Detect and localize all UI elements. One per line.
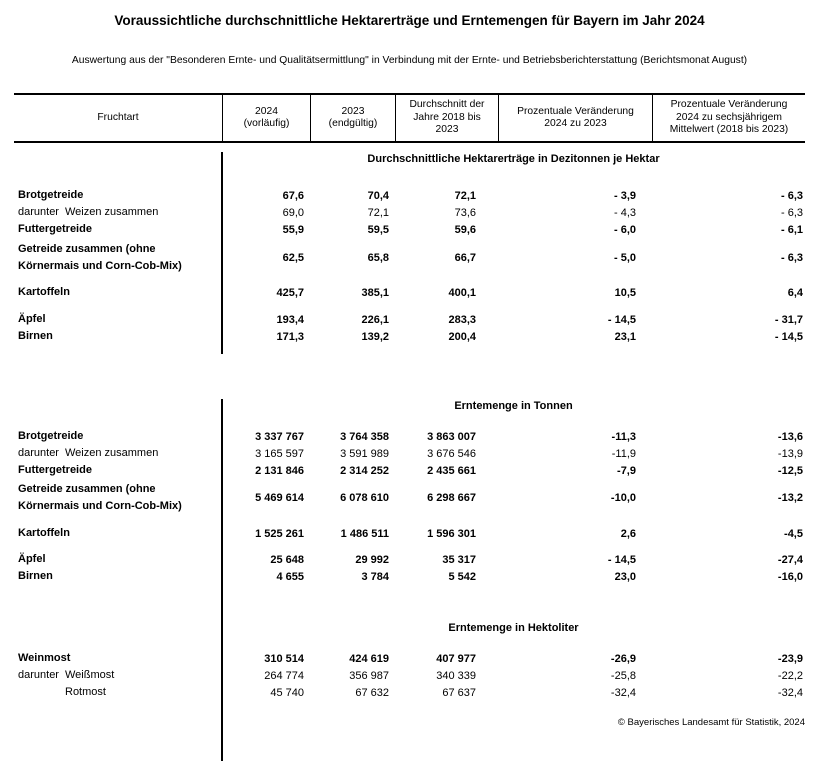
cell-2023: 67 632 xyxy=(355,686,389,699)
header-line: 2023 xyxy=(435,124,459,136)
cell-veraenderung-2023: 23,1 xyxy=(614,330,636,343)
cell-veraenderung-2023: -32,4 xyxy=(610,686,636,699)
cell-veraenderung-2023: 23,0 xyxy=(614,570,636,583)
cell-2023: 385,1 xyxy=(361,286,389,299)
header-line: 2024 zu 2023 xyxy=(544,118,607,129)
cell-2023: 72,1 xyxy=(367,206,389,219)
cell-2024: 45 740 xyxy=(270,686,304,699)
cell-2024: 3 165 597 xyxy=(255,447,304,460)
cell-2023: 3 591 989 xyxy=(340,447,389,460)
row-label xyxy=(14,204,222,221)
cell-2024: 264 774 xyxy=(264,669,304,682)
cell-2023: 356 987 xyxy=(349,669,389,682)
header-line: (vorläufig) xyxy=(243,118,290,129)
cell-2024: 4 655 xyxy=(276,570,304,583)
table-row-rotmost xyxy=(14,684,805,701)
row-label xyxy=(14,568,222,585)
row-label xyxy=(14,428,222,445)
table-row-brotgetreide xyxy=(14,187,805,204)
crop-name: Futtergetreide xyxy=(18,464,92,476)
row-label xyxy=(14,462,222,479)
cell-2024: 55,9 xyxy=(282,223,304,236)
cell-veraenderung-2023: -10,0 xyxy=(610,492,636,504)
row-label xyxy=(14,284,222,301)
crop-name: Kartoffeln xyxy=(18,286,70,298)
header-line: (endgültig) xyxy=(328,118,378,129)
cell-veraenderung-mittelwert: -12,5 xyxy=(777,464,803,477)
row-prefix: darunter xyxy=(18,447,59,459)
crop-name: Birnen xyxy=(18,570,53,582)
column-header-durchschnitt xyxy=(395,95,498,141)
cell-veraenderung-mittelwert: - 14,5 xyxy=(774,330,803,343)
column-header-2023 xyxy=(310,95,395,141)
cell-2023: 65,8 xyxy=(367,252,389,264)
section-hektarertraege xyxy=(14,152,805,354)
cell-durchschnitt: 1 596 301 xyxy=(427,527,476,540)
cell-2024: 2 131 846 xyxy=(255,464,304,477)
cell-2023: 424 619 xyxy=(349,652,389,665)
table-row-weinmost xyxy=(14,650,805,667)
header-line: Jahre 2018 bis xyxy=(413,111,481,123)
row-prefix: darunter xyxy=(18,206,59,218)
cell-durchschnitt: 67 637 xyxy=(442,686,476,699)
cell-veraenderung-mittelwert: - 6,3 xyxy=(780,189,803,202)
cell-durchschnitt: 2 435 661 xyxy=(427,464,476,477)
cell-durchschnitt: 5 542 xyxy=(448,570,476,583)
crop-name: Brotgetreide xyxy=(18,430,84,442)
cell-durchschnitt: 6 298 667 xyxy=(427,492,476,504)
row-label xyxy=(14,481,222,515)
cell-veraenderung-2023: -11,3 xyxy=(611,430,636,443)
header-line: Fruchtart xyxy=(97,111,139,123)
cell-veraenderung-2023: - 6,0 xyxy=(613,223,636,236)
crop-name: Weinmost xyxy=(18,652,71,664)
cell-2024: 171,3 xyxy=(276,330,304,343)
crop-name: Weizen zusammen xyxy=(65,447,159,459)
cell-durchschnitt: 283,3 xyxy=(448,313,476,326)
cell-2024: 3 337 767 xyxy=(255,430,304,443)
cell-veraenderung-mittelwert: -22,2 xyxy=(777,669,803,682)
cell-2024: 25 648 xyxy=(270,553,304,566)
row-label xyxy=(14,187,222,204)
cell-veraenderung-mittelwert: -13,6 xyxy=(777,430,803,443)
cell-durchschnitt: 35 317 xyxy=(442,553,476,566)
row-label xyxy=(14,241,222,275)
cell-veraenderung-2023: - 14,5 xyxy=(607,313,636,326)
cell-durchschnitt: 400,1 xyxy=(448,286,476,299)
cell-durchschnitt: 72,1 xyxy=(454,189,476,202)
header-line: Prozentuale Veränderung xyxy=(517,105,634,117)
cell-2024: 5 469 614 xyxy=(255,492,304,504)
cell-veraenderung-2023: - 5,0 xyxy=(613,252,636,264)
row-label xyxy=(14,650,222,667)
cell-veraenderung-mittelwert: - 31,7 xyxy=(774,313,803,326)
column-header-veraenderung-mittelwert xyxy=(652,95,805,141)
table-row-weizen xyxy=(14,445,805,462)
header-line: Prozentuale Veränderung xyxy=(670,99,788,111)
column-divider-line xyxy=(221,399,223,761)
cell-veraenderung-mittelwert: -13,9 xyxy=(777,447,803,460)
cell-veraenderung-mittelwert: - 6,1 xyxy=(780,223,803,236)
cell-2024: 310 514 xyxy=(264,652,304,665)
section-title: Erntemenge in Tonnen xyxy=(454,400,573,412)
cell-2024: 67,6 xyxy=(282,189,304,202)
table-row-weissmost xyxy=(14,667,805,684)
cell-veraenderung-mittelwert: -32,4 xyxy=(777,686,803,699)
cell-2023: 3 784 xyxy=(361,570,389,583)
crop-name: Getreide zusammen (ohne Körnermais und Corn-Cob-Mix) xyxy=(18,483,182,512)
cell-veraenderung-2023: - 3,9 xyxy=(613,189,636,202)
cell-2024: 1 525 261 xyxy=(255,527,304,540)
statistics-table xyxy=(14,93,805,761)
cell-2023: 59,5 xyxy=(367,223,389,236)
table-row-getreide-zusammen xyxy=(14,241,805,275)
cell-veraenderung-mittelwert: -16,0 xyxy=(777,570,803,583)
cell-veraenderung-mittelwert: -27,4 xyxy=(777,553,803,566)
crop-name: Weizen zusammen xyxy=(65,206,159,218)
cell-2023: 70,4 xyxy=(367,189,389,202)
cell-durchschnitt: 59,6 xyxy=(454,223,476,236)
cell-veraenderung-2023: - 14,5 xyxy=(607,553,636,566)
header-line: 2023 xyxy=(341,105,365,117)
column-header-veraenderung-2023 xyxy=(498,95,652,141)
crop-name: Brotgetreide xyxy=(18,189,84,201)
cell-durchschnitt: 200,4 xyxy=(448,330,476,343)
cell-veraenderung-mittelwert: -23,9 xyxy=(777,652,803,665)
cell-veraenderung-2023: -26,9 xyxy=(610,652,636,665)
cell-durchschnitt: 66,7 xyxy=(454,252,476,264)
row-label xyxy=(14,551,222,568)
column-header-fruchtart xyxy=(14,95,222,141)
copyright-note: © Bayerisches Landesamt für Statistik, 2024 xyxy=(617,717,805,728)
section-gap xyxy=(14,354,805,374)
crop-name: Kartoffeln xyxy=(18,527,70,539)
crop-name: Rotmost xyxy=(65,686,106,698)
row-label xyxy=(14,328,222,345)
row-label xyxy=(14,684,222,701)
crop-name: Äpfel xyxy=(18,553,46,565)
cell-veraenderung-2023: -11,9 xyxy=(611,447,636,460)
page-subtitle: Auswertung aus der "Besonderen Ernte- und Qualitätsermittlung" in Verbindung mit der Ernte- und Betriebsberichterstattung (Berichtsmonat August) xyxy=(71,55,748,66)
row-label xyxy=(14,445,222,462)
cell-veraenderung-2023: -25,8 xyxy=(610,669,636,682)
crop-name: Futtergetreide xyxy=(18,223,92,235)
table-row-futtergetreide xyxy=(14,221,805,238)
row-prefix: darunter xyxy=(18,669,59,681)
cell-2023: 2 314 252 xyxy=(340,464,389,477)
cell-2023: 6 078 610 xyxy=(340,492,389,504)
table-row-brotgetreide xyxy=(14,428,805,445)
cell-veraenderung-mittelwert: - 6,3 xyxy=(780,252,803,264)
row-label xyxy=(14,221,222,238)
cell-2024: 425,7 xyxy=(276,286,304,299)
cell-veraenderung-mittelwert: -4,5 xyxy=(784,527,803,540)
cell-durchschnitt: 340 339 xyxy=(436,669,476,682)
cell-2024: 193,4 xyxy=(276,313,304,326)
cell-durchschnitt: 407 977 xyxy=(436,652,476,665)
crop-name: Weißmost xyxy=(65,669,115,681)
table-row-aepfel xyxy=(14,311,805,328)
cell-veraenderung-mittelwert: - 6,3 xyxy=(780,206,803,219)
header-line: Durchschnitt der xyxy=(409,99,485,111)
cell-2023: 3 764 358 xyxy=(340,430,389,443)
cell-veraenderung-2023: 10,5 xyxy=(614,286,636,299)
cell-2023: 1 486 511 xyxy=(340,527,389,540)
cell-2023: 139,2 xyxy=(361,330,389,343)
cell-durchschnitt: 73,6 xyxy=(454,206,476,219)
header-line: 2024 xyxy=(255,105,278,117)
section-title: Durchschnittliche Hektarerträge in Dezitonnen je Hektar xyxy=(367,153,660,165)
table-row-kartoffeln xyxy=(14,525,805,542)
table-row-futtergetreide xyxy=(14,462,805,479)
table-row-aepfel xyxy=(14,551,805,568)
cell-veraenderung-mittelwert: -13,2 xyxy=(777,492,803,504)
cell-2023: 29 992 xyxy=(355,553,389,566)
cell-durchschnitt: 3 863 007 xyxy=(427,430,476,443)
header-line: 2024 zu sechsjährigem xyxy=(676,111,782,123)
crop-name: Getreide zusammen (ohne Körnermais und Corn-Cob-Mix) xyxy=(18,243,182,272)
table-row-getreide-zusammen xyxy=(14,481,805,515)
cell-veraenderung-2023: - 4,3 xyxy=(613,206,636,219)
cell-2024: 62,5 xyxy=(282,252,304,264)
section-title: Erntemenge in Hektoliter xyxy=(448,622,579,634)
table-row-kartoffeln xyxy=(14,284,805,301)
cell-veraenderung-2023: 2,6 xyxy=(620,527,636,540)
row-label xyxy=(14,525,222,542)
column-divider-line xyxy=(221,152,223,354)
cell-veraenderung-2023: -7,9 xyxy=(617,464,636,477)
cell-2024: 69,0 xyxy=(282,206,304,219)
table-row-birnen xyxy=(14,568,805,585)
cell-veraenderung-mittelwert: 6,4 xyxy=(787,286,803,299)
table-row-birnen xyxy=(14,328,805,345)
crop-name: Äpfel xyxy=(18,313,46,325)
header-line: Mittelwert (2018 bis 2023) xyxy=(669,124,789,136)
cell-durchschnitt: 3 676 546 xyxy=(427,447,476,460)
page-title: Voraussichtliche durchschnittliche Hektarerträge und Erntemengen für Bayern im Jahr 2024 xyxy=(114,13,705,28)
column-header-2024 xyxy=(222,95,310,141)
table-row-weizen xyxy=(14,204,805,221)
section-erntemengen xyxy=(14,399,805,761)
cell-2023: 226,1 xyxy=(361,313,389,326)
row-label xyxy=(14,667,222,684)
table-header-row xyxy=(14,93,805,143)
row-label xyxy=(14,311,222,328)
crop-name: Birnen xyxy=(18,330,53,342)
